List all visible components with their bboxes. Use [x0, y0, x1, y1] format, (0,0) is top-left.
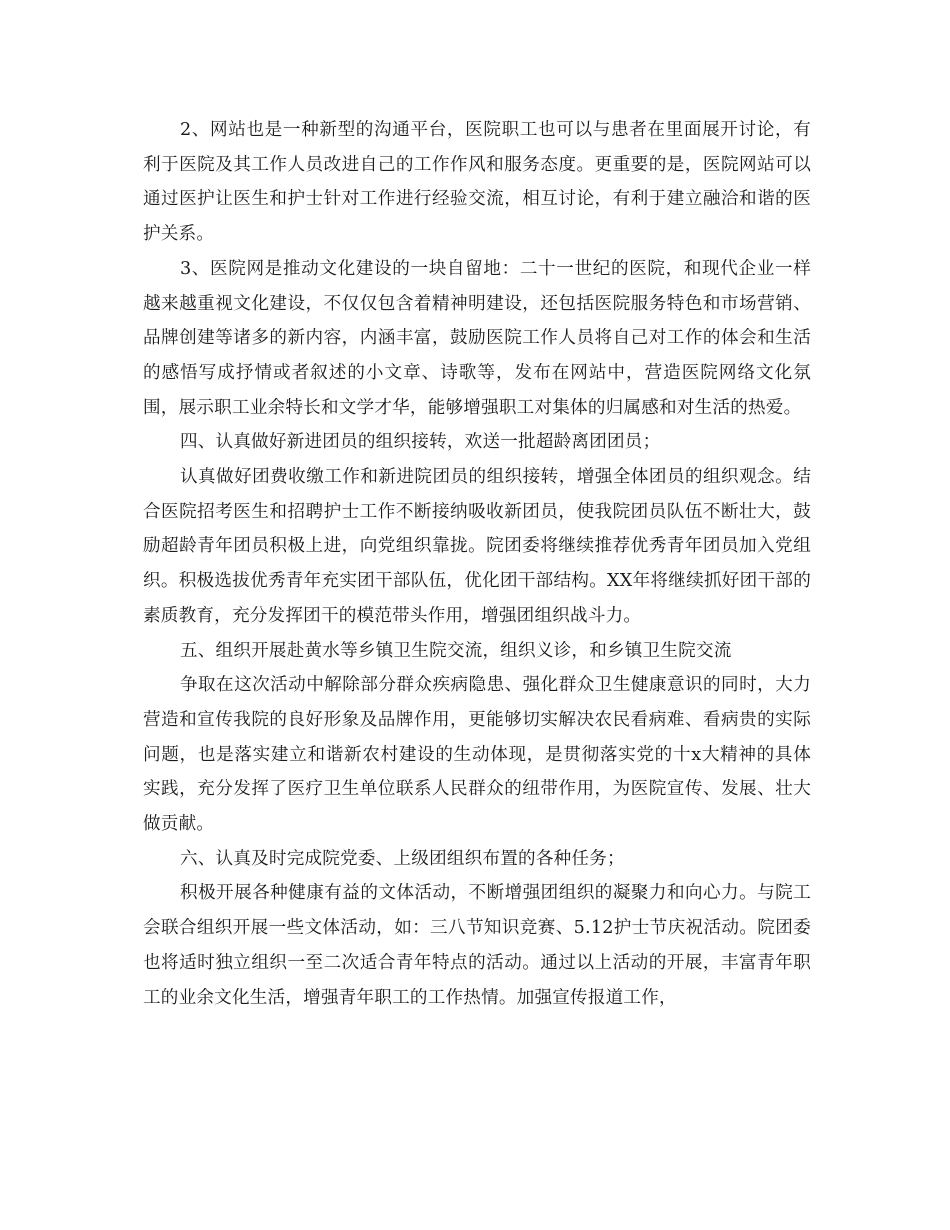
paragraph-culture-building: 3、医院网是推动文化建设的一块自留地：二十一世纪的医院，和现代企业一样越来越重视文化建设，不仅仅包含着精神明建设，还包括医院服务特色和市场营销、品牌创建等诸多的新内容，内涵丰富，鼓励医院工作人员将自己对工作的体会和生活的感悟写成抒情或者叙述的小文章、诗歌等，发布在网站中，营造医院网络文化氛围，展示职工业余特长和文学才华，能够增强职工对集体的归属感和对生活的热爱。: [143, 258, 811, 418]
document-body: [143, 113, 811, 1015]
paragraph-membership-fees: 认真做好团费收缴工作和新进院团员的组织接转，增强全体团员的组织观念。结合医院招考医生和招聘护士工作不断接纳吸收新团员，使我院团员队伍不断壮大，鼓励超龄青年团员积极上进，向党组织靠拢。院团委将继续推荐优秀青年团员加入党组织。积极选拔优秀青年充实团干部队伍，优化团干部结构。XX年将继续抓好团干部的素质教育，充分发挥团干的模范带头作用，增强团组织战斗力。: [143, 467, 811, 626]
paragraph-free-clinic: 争取在这次活动中解除部分群众疾病隐患、强化群众卫生健康意识的同时，大力营造和宣传我院的良好形象及品牌作用，更能够切实解决农民看病难、看病贵的实际问题，也是落实建立和谐新农村建设的生动体现，是贯彻落实党的十x大精神的具体实践，充分发挥了医疗卫生单位联系人民群众的纽带作用，为医院宣传、发展、壮大做贡献。: [143, 675, 811, 835]
heading-section-five: 五、组织开展赴黄水等乡镇卫生院交流，组织义诊，和乡镇卫生院交流: [179, 640, 732, 661]
heading-section-four: 四、认真做好新进团员的组织接转，欢送一批超龄离团团员；: [179, 432, 661, 453]
paragraph-cultural-activities: 积极开展各种健康有益的文体活动，不断增强团组织的凝聚力和向心力。与院工会联合组织开展一些文体活动，如：三八节知识竞赛、5.12护士节庆祝活动。院团委也将适时独立组织一至二次适合青年特点的活动。通过以上活动的开展，丰富青年职工的业余文化生活，增强青年职工的工作热情。加强宣传报道工作，: [143, 883, 811, 1008]
heading-section-six: 六、认真及时完成院党委、上级团组织布置的各种任务；: [179, 848, 625, 869]
paragraph-website-communication: 2、网站也是一种新型的沟通平台，医院职工也可以与患者在里面展开讨论，有利于医院及其工作人员改进自己的工作作风和服务态度。更重要的是，医院网站可以通过医护让医生和护士针对工作进行经验交流，相互讨论，有利于建立融洽和谐的医护关系。: [143, 120, 811, 245]
